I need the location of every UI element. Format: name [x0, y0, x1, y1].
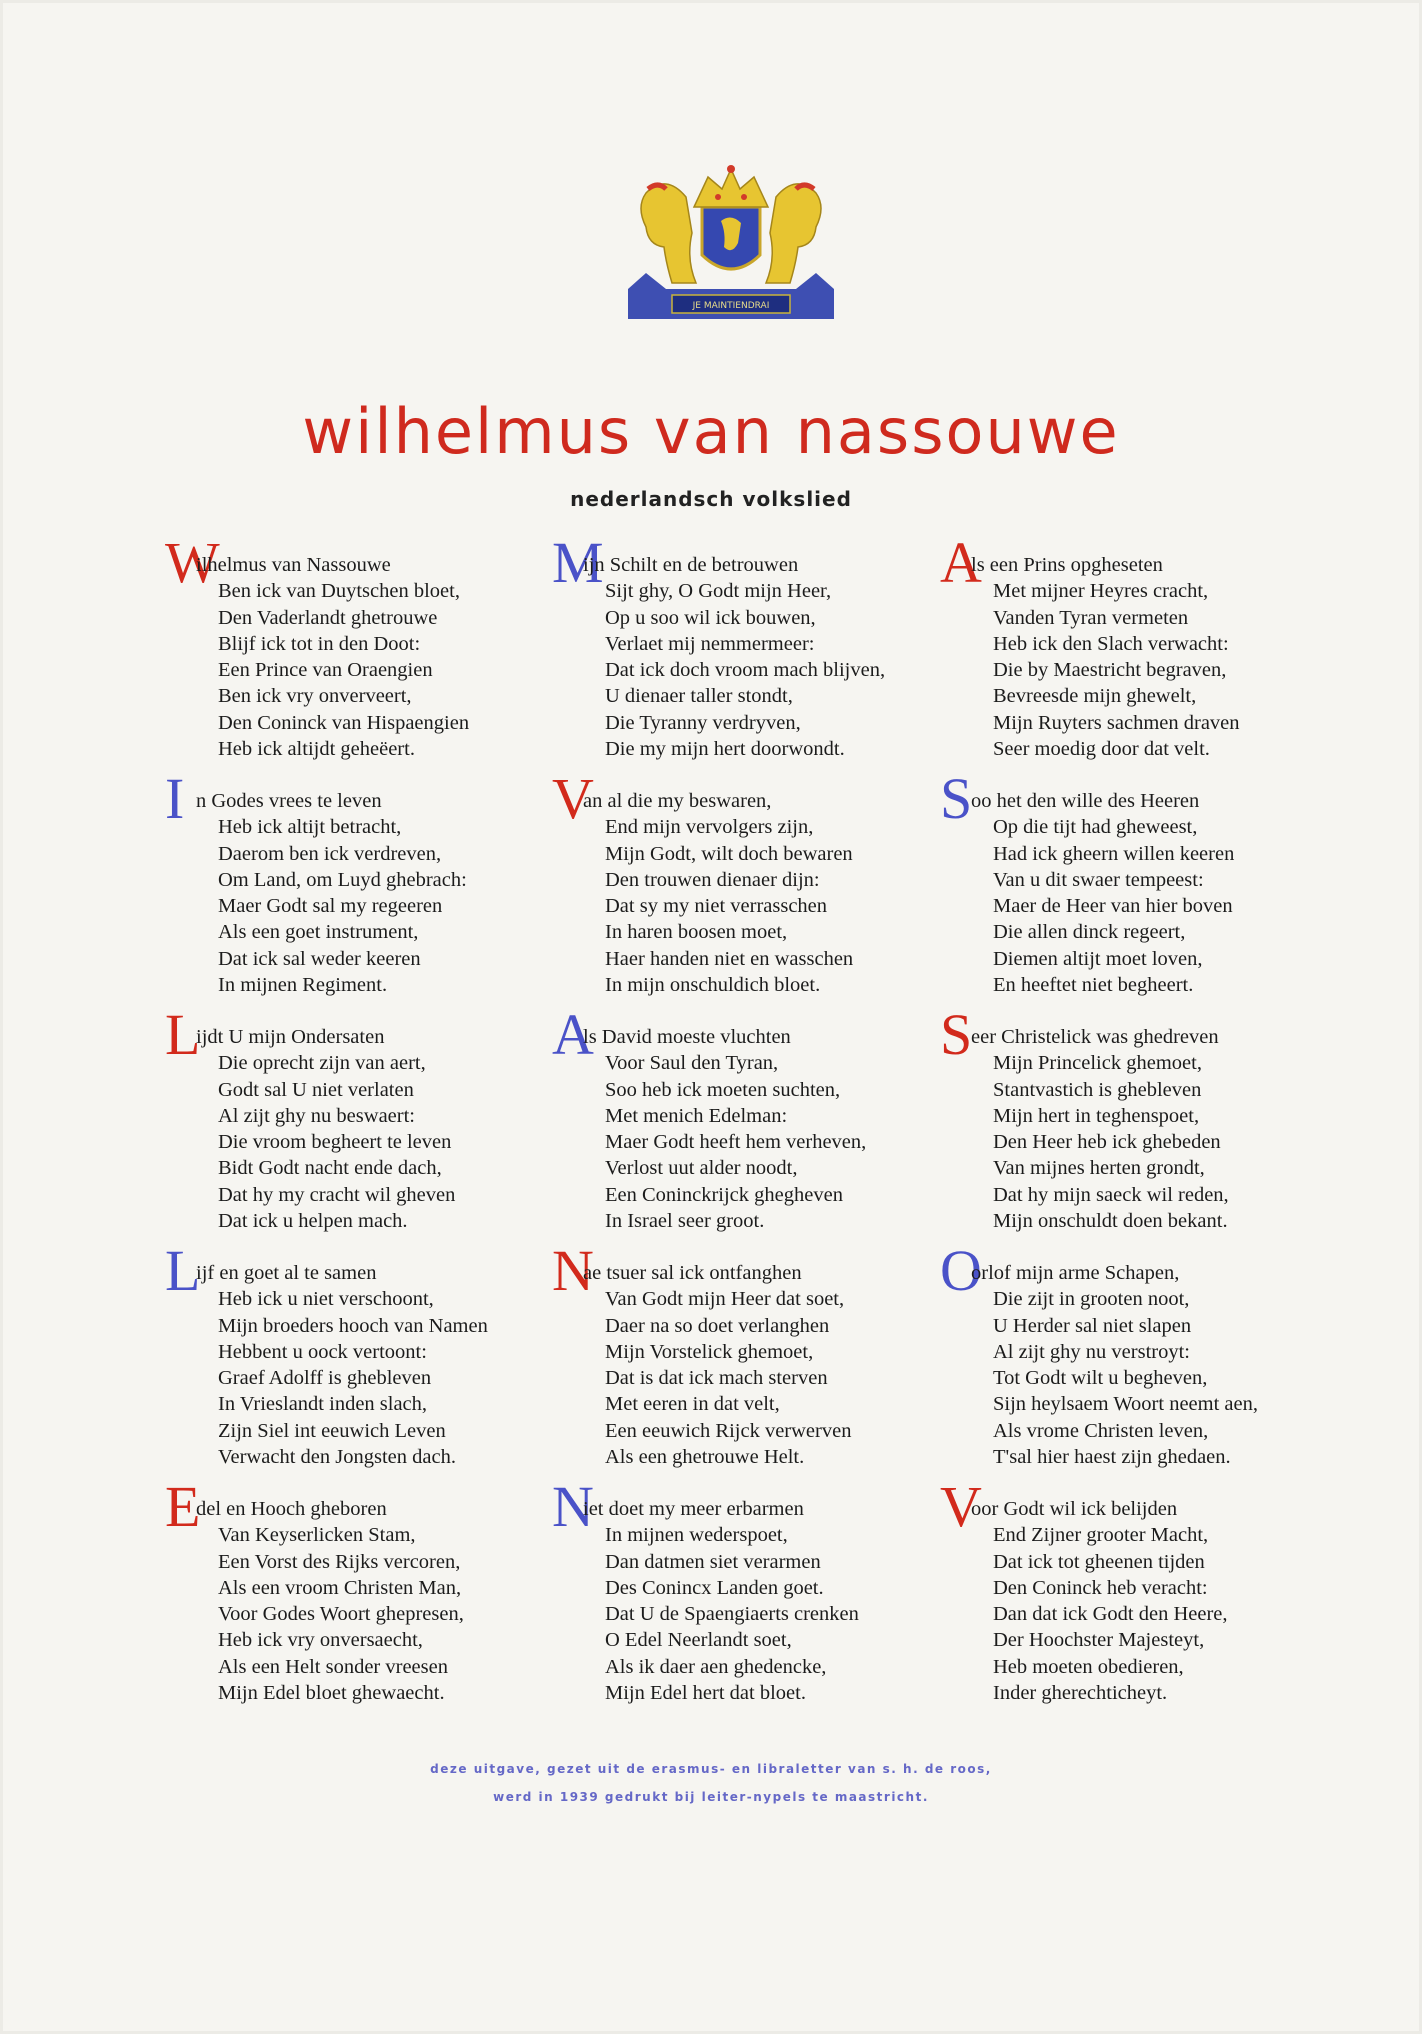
stanza-line: Heb ick altijdt geheëert.	[218, 738, 415, 761]
verse-column-2	[552, 530, 932, 1732]
stanza	[552, 1238, 932, 1496]
stanza-line: Mijn Ruyters sachmen draven	[993, 711, 1240, 734]
stanza-line: Haer handen niet en wasschen	[605, 947, 854, 970]
stanza-line-text: ls een Prins opgheseten	[971, 554, 1163, 576]
drop-cap-initial: S	[940, 766, 973, 831]
stanza-line: Den Coninck heb veracht:	[993, 1576, 1208, 1599]
stanza-line: Ben ick vry onverveert,	[218, 685, 412, 708]
stanza-line: Blijf ick tot in den Doot:	[218, 632, 421, 655]
verse-column-1	[165, 530, 545, 1732]
stanza-line: Die oprecht zijn van aert,	[218, 1052, 426, 1075]
stanza-line: Seer moedig door dat velt.	[993, 738, 1210, 761]
stanza-line: Als een ghetrouwe Helt.	[605, 1446, 805, 1469]
stanza-line: In Vrieslandt inden slach,	[218, 1393, 428, 1416]
stanza-line: Van Keyserlicken Stam,	[218, 1524, 416, 1547]
stanza-line: Verlost uut alder noodt,	[605, 1157, 798, 1180]
stanza-line: Van mijnes herten grondt,	[993, 1157, 1205, 1180]
stanza-line: Heb ick altijt betracht,	[218, 816, 402, 839]
drop-cap-initial: L	[165, 1002, 201, 1067]
coat-of-arms-image	[626, 163, 836, 327]
stanza-line-text: ae tsuer sal ick ontfanghen	[583, 1262, 802, 1284]
stanza-line: Als ik daer aen ghedencke,	[605, 1655, 827, 1678]
stanza	[552, 1474, 932, 1732]
stanza-line: Mijn broeders hooch van Namen	[218, 1314, 488, 1337]
stanza-line-text: ijdt U mijn Ondersaten	[196, 1026, 385, 1048]
stanza-line: Die allen dinck regeert,	[993, 921, 1186, 944]
stanza	[552, 1002, 932, 1260]
stanza-line: T'sal hier haest zijn ghedaen.	[993, 1446, 1231, 1469]
stanza-line: Die vroom begheert te leven	[218, 1131, 452, 1154]
stanza-line: Een Vorst des Rijks vercoren,	[218, 1550, 461, 1573]
stanza-line: Verlaet mij nemmermeer:	[605, 632, 815, 655]
drop-cap-initial: A	[940, 530, 982, 595]
drop-cap-initial: E	[165, 1474, 201, 1539]
drop-cap-initial: M	[552, 530, 604, 595]
stanza-line: End Zijner grooter Macht,	[993, 1524, 1209, 1547]
page-title: wilhelmus van nassouwe	[302, 395, 1120, 468]
stanza-line-text: oo het den wille des Heeren	[971, 790, 1200, 812]
stanza-line-text: ijf en goet al te samen	[196, 1262, 377, 1284]
stanza-line: Sijn heylsaem Woort neemt aen,	[993, 1393, 1258, 1416]
drop-cap-initial: V	[940, 1474, 982, 1539]
stanza-line: In haren boosen moet,	[605, 921, 788, 944]
stanza-line: Als een Helt sonder vreesen	[218, 1655, 448, 1678]
stanza-line-text: an al die my beswaren,	[583, 790, 772, 812]
stanza-line: Dat ick tot gheenen tijden	[993, 1550, 1205, 1573]
stanza-line: Had ick gheern willen keeren	[993, 842, 1235, 865]
stanza-line: Maer de Heer van hier boven	[993, 895, 1233, 918]
drop-cap-initial: N	[552, 1474, 594, 1539]
stanza	[165, 1002, 545, 1260]
stanza-line: Zijn Siel int eeuwich Leven	[218, 1419, 446, 1442]
stanza-line: Vanden Tyran vermeten	[993, 606, 1189, 629]
stanza-line: Heb ick vry onversaecht,	[218, 1629, 423, 1652]
stanza-line: Dan dat ick Godt den Heere,	[993, 1603, 1228, 1626]
stanza	[552, 530, 932, 788]
stanza-line: Ben ick van Duytschen bloet,	[218, 580, 460, 603]
stanza-line: Een Coninckrijck ghegheven	[605, 1183, 843, 1206]
crest-motto: JE MAINTIENDRAI	[692, 301, 770, 311]
stanza-line: Den Heer heb ick ghebeden	[993, 1131, 1221, 1154]
stanza-line: Die zijt in grooten noot,	[993, 1288, 1190, 1311]
stanza-line: Heb ick den Slach verwacht:	[993, 632, 1229, 655]
stanza-line: Mijn Princelick ghemoet,	[993, 1052, 1202, 1075]
stanza-line: Des Conincx Landen goet.	[605, 1576, 824, 1599]
colophon-line-1: deze uitgave, gezet uit de erasmus- en libraletter van s. h. de roos,	[430, 1762, 992, 1776]
stanza-line: Als een goet instrument,	[218, 921, 419, 944]
stanza-line-text: del en Hooch gheboren	[196, 1498, 387, 1520]
stanza-line: Maer Godt heeft hem verheven,	[605, 1131, 867, 1154]
stanza-line: In mijn onschuldich bloet.	[605, 974, 821, 997]
drop-cap-initial: L	[165, 1238, 201, 1303]
page-subtitle: nederlandsch volkslied	[570, 487, 852, 511]
drop-cap-initial: S	[940, 1002, 973, 1067]
stanza-line-text: iet doet my meer erbarmen	[583, 1498, 804, 1520]
stanza-line: Maer Godt sal my regeeren	[218, 895, 443, 918]
stanza-line: Daer na so doet verlanghen	[605, 1314, 830, 1337]
stanza-line: Diemen altijt moet loven,	[993, 947, 1203, 970]
stanza-line: Dat sy my niet verrasschen	[605, 895, 828, 918]
stanza-line: Sijt ghy, O Godt mijn Heer,	[605, 580, 832, 603]
stanza-line: Inder gherechticheyt.	[993, 1682, 1168, 1705]
stanza	[940, 1474, 1320, 1732]
stanza-line: Bidt Godt nacht ende dach,	[218, 1157, 442, 1180]
stanza-line: Dat hy mijn saeck wil reden,	[993, 1183, 1229, 1206]
stanza-line: Met mijner Heyres cracht,	[993, 580, 1209, 603]
stanza-line: Graef Adolff is ghebleven	[218, 1367, 432, 1390]
stanza-line: Daerom ben ick verdreven,	[218, 842, 442, 865]
stanza-line: Dat ick doch vroom mach blijven,	[605, 659, 886, 682]
stanza-line: Hebbent u oock vertoont:	[218, 1340, 427, 1363]
stanza-line: Mijn Edel bloet ghewaecht.	[218, 1682, 445, 1705]
stanza-line: En heeftet niet begheert.	[993, 974, 1194, 997]
stanza-line: Bevreesde mijn ghewelt,	[993, 685, 1197, 708]
drop-cap-initial: I	[165, 766, 185, 831]
stanza-line-text: orlof mijn arme Schapen,	[971, 1262, 1180, 1284]
colophon-line-2: werd in 1939 gedrukt bij leiter-nypels te maastricht.	[493, 1790, 929, 1804]
stanza-line: In mijnen wederspoet,	[605, 1524, 788, 1547]
stanza-line: Al zijt ghy nu beswaert:	[218, 1104, 415, 1127]
drop-cap-initial: V	[552, 766, 594, 831]
stanza-line-text: n Godes vrees te leven	[196, 790, 382, 812]
stanza-line: Heb ick u niet verschoont,	[218, 1288, 434, 1311]
stanza-line: Dan datmen siet verarmen	[605, 1550, 821, 1573]
stanza-line: Een Prince van Oraengien	[218, 659, 433, 682]
stanza-line: Voor Saul den Tyran,	[605, 1052, 779, 1075]
stanza	[552, 766, 932, 1024]
stanza-line: Die my mijn hert doorwondt.	[605, 738, 845, 761]
stanza-line-text: ls David moeste vluchten	[583, 1026, 791, 1048]
stanza-line: Mijn Edel hert dat bloet.	[605, 1682, 806, 1705]
stanza-line: Verwacht den Jongsten dach.	[218, 1446, 456, 1469]
stanza	[940, 1238, 1320, 1496]
stanza-line: Van Godt mijn Heer dat soet,	[605, 1288, 845, 1311]
stanza-line: Van u dit swaer tempeest:	[993, 868, 1204, 891]
drop-cap-initial: W	[165, 530, 220, 595]
stanza-line: Mijn hert in teghenspoet,	[993, 1104, 1200, 1127]
stanza-line: Een eeuwich Rijck verwerven	[605, 1419, 852, 1442]
stanza-line: In mijnen Regiment.	[218, 974, 388, 997]
stanza-line: U dienaer taller stondt,	[605, 685, 793, 708]
stanza-line: Mijn Vorstelick ghemoet,	[605, 1340, 814, 1363]
stanza-line: Dat ick u helpen mach.	[218, 1210, 408, 1233]
stanza-line: In Israel seer groot.	[605, 1210, 765, 1233]
stanza-line: Mijn Godt, wilt doch bewaren	[605, 842, 853, 865]
stanza-line: Die by Maestricht begraven,	[993, 659, 1227, 682]
stanza-line: Heb moeten obedieren,	[993, 1655, 1184, 1678]
stanza	[165, 1238, 545, 1496]
stanza-line: Met eeren in dat velt,	[605, 1393, 780, 1416]
stanza-line: Dat U de Spaengiaerts crenken	[605, 1603, 859, 1626]
drop-cap-initial: N	[552, 1238, 594, 1303]
stanza-line: Op die tijt had gheweest,	[993, 816, 1198, 839]
stanza-line: U Herder sal niet slapen	[993, 1314, 1192, 1337]
stanza	[940, 1002, 1320, 1260]
stanza-line: Als vrome Christen leven,	[993, 1419, 1209, 1442]
stanza-line-text: ijn Schilt en de betrouwen	[583, 554, 799, 576]
stanza-line: Voor Godes Woort ghepresen,	[218, 1603, 464, 1626]
stanza	[940, 530, 1320, 788]
stanza-line: Den Coninck van Hispaengien	[218, 711, 470, 734]
stanza-line: Mijn onschuldt doen bekant.	[993, 1210, 1228, 1233]
stanza	[165, 530, 545, 788]
stanza-line: Dat ick sal weder keeren	[218, 947, 421, 970]
stanza	[165, 766, 545, 1024]
stanza	[940, 766, 1320, 1024]
stanza-line: Als een vroom Christen Man,	[218, 1576, 462, 1599]
stanza-line: Om Land, om Luyd ghebrach:	[218, 868, 467, 891]
stanza-line: Dat is dat ick mach sterven	[605, 1367, 828, 1390]
drop-cap-initial: A	[552, 1002, 594, 1067]
stanza-line: O Edel Neerlandt soet,	[605, 1629, 792, 1652]
stanza	[165, 1474, 545, 1732]
stanza-line: Den Vaderlandt ghetrouwe	[218, 606, 438, 629]
stanza-line: Den trouwen dienaer dijn:	[605, 868, 820, 891]
stanza-line: Op u soo wil ick bouwen,	[605, 606, 816, 629]
stanza-line: Stantvastich is ghebleven	[993, 1078, 1202, 1101]
stanza-line: Der Hoochster Majesteyt,	[993, 1629, 1205, 1652]
stanza-line: Die Tyranny verdryven,	[605, 711, 801, 734]
stanza-line-text: eer Christelick was ghedreven	[971, 1026, 1219, 1048]
stanza-line: Tot Godt wilt u begheven,	[993, 1367, 1208, 1390]
verse-column-3	[940, 530, 1320, 1732]
stanza-line-text: ilhelmus van Nassouwe	[196, 554, 391, 576]
stanza-line: Soo heb ick moeten suchten,	[605, 1078, 841, 1101]
stanza-line: Met menich Edelman:	[605, 1104, 788, 1127]
stanza-line: End mijn vervolgers zijn,	[605, 816, 814, 839]
stanza-line: Godt sal U niet verlaten	[218, 1078, 414, 1101]
stanza-line: Al zijt ghy nu verstroyt:	[993, 1340, 1191, 1363]
stanza-line-text: oor Godt wil ick belijden	[971, 1498, 1178, 1520]
drop-cap-initial: O	[940, 1238, 982, 1303]
stanza-line: Dat hy my cracht wil gheven	[218, 1183, 456, 1206]
